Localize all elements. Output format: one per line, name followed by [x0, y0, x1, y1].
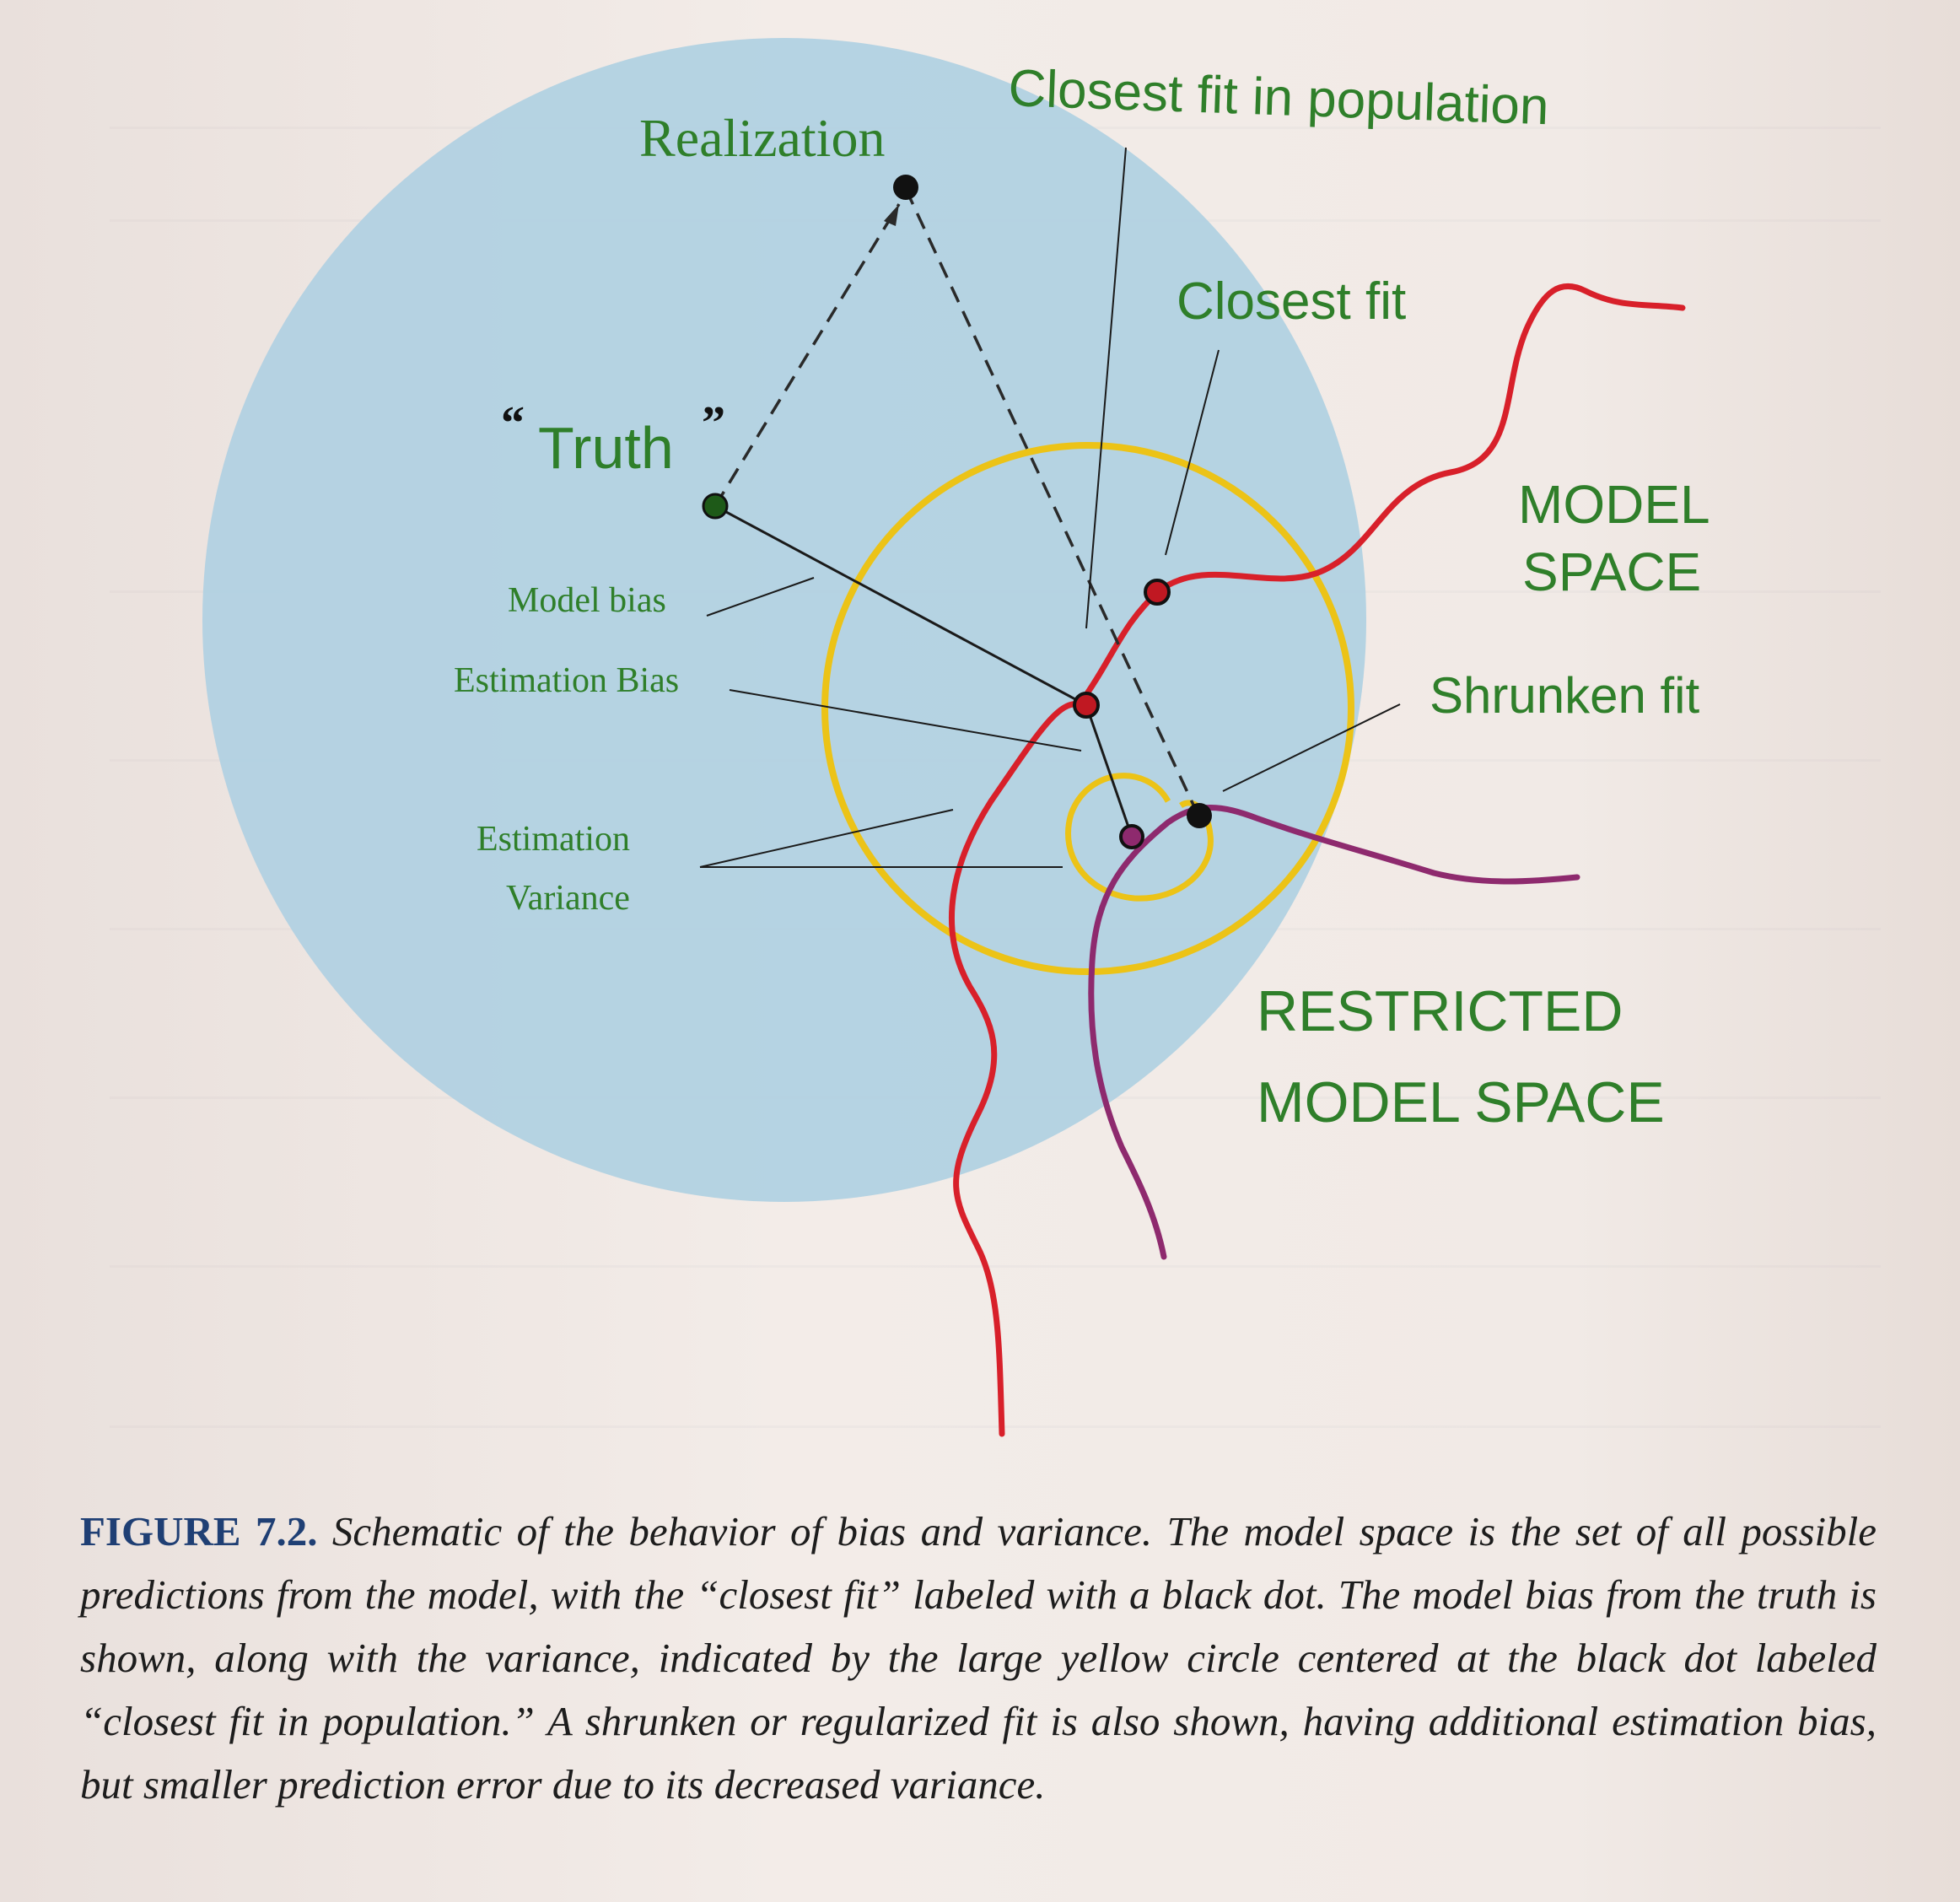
figure-caption-text: Schematic of the behavior of bias and variance. The model space is the set of all possible predictions from the model, with the “closest fit” labeled with a black dot. The model bias from the truth is shown, along with the variance, indicated by the large yellow circle centered at the black dot labeled “closest fit in population.” A shrunken or regularized fit is also shown, having additional estimation bias, but smaller prediction error due to its decreased variance. — [80, 1508, 1877, 1808]
model-space-label-line2: SPACE — [1522, 542, 1702, 602]
estimation-bias-label: Estimation Bias — [454, 661, 680, 700]
estimation-variance-label-line1: Estimation — [477, 820, 630, 859]
figure-number: FIGURE 7.2. — [80, 1508, 318, 1554]
realization-dot — [893, 175, 918, 200]
model-space-label-line1: MODEL — [1518, 474, 1710, 535]
realization-region — [202, 38, 1366, 1202]
closest-fit-dot — [1145, 580, 1169, 604]
closest-fit-population-label: Closest fit in population — [1007, 59, 1550, 137]
closest-fit-population-dot — [1074, 693, 1098, 717]
truth-open-quote: “ — [501, 397, 525, 450]
truth-label: Truth — [538, 415, 674, 481]
shrunken-fit-dot — [1121, 826, 1143, 848]
closest-fit-label: Closest fit — [1177, 272, 1407, 331]
realization-label: Realization — [639, 108, 886, 168]
estimation-variance-label-line2: Variance — [506, 879, 630, 918]
realization-shrunken-dot — [1187, 803, 1212, 828]
shrunken-fit-label: Shrunken fit — [1430, 667, 1700, 724]
truth-dot — [703, 494, 727, 518]
figure-caption — [80, 1500, 1877, 1816]
restricted-model-space-label-line1: RESTRICTED — [1257, 979, 1623, 1043]
truth-close-quote: ” — [702, 397, 725, 450]
model-bias-label: Model bias — [508, 581, 666, 620]
restricted-model-space-label-line2: MODEL SPACE — [1257, 1070, 1665, 1134]
